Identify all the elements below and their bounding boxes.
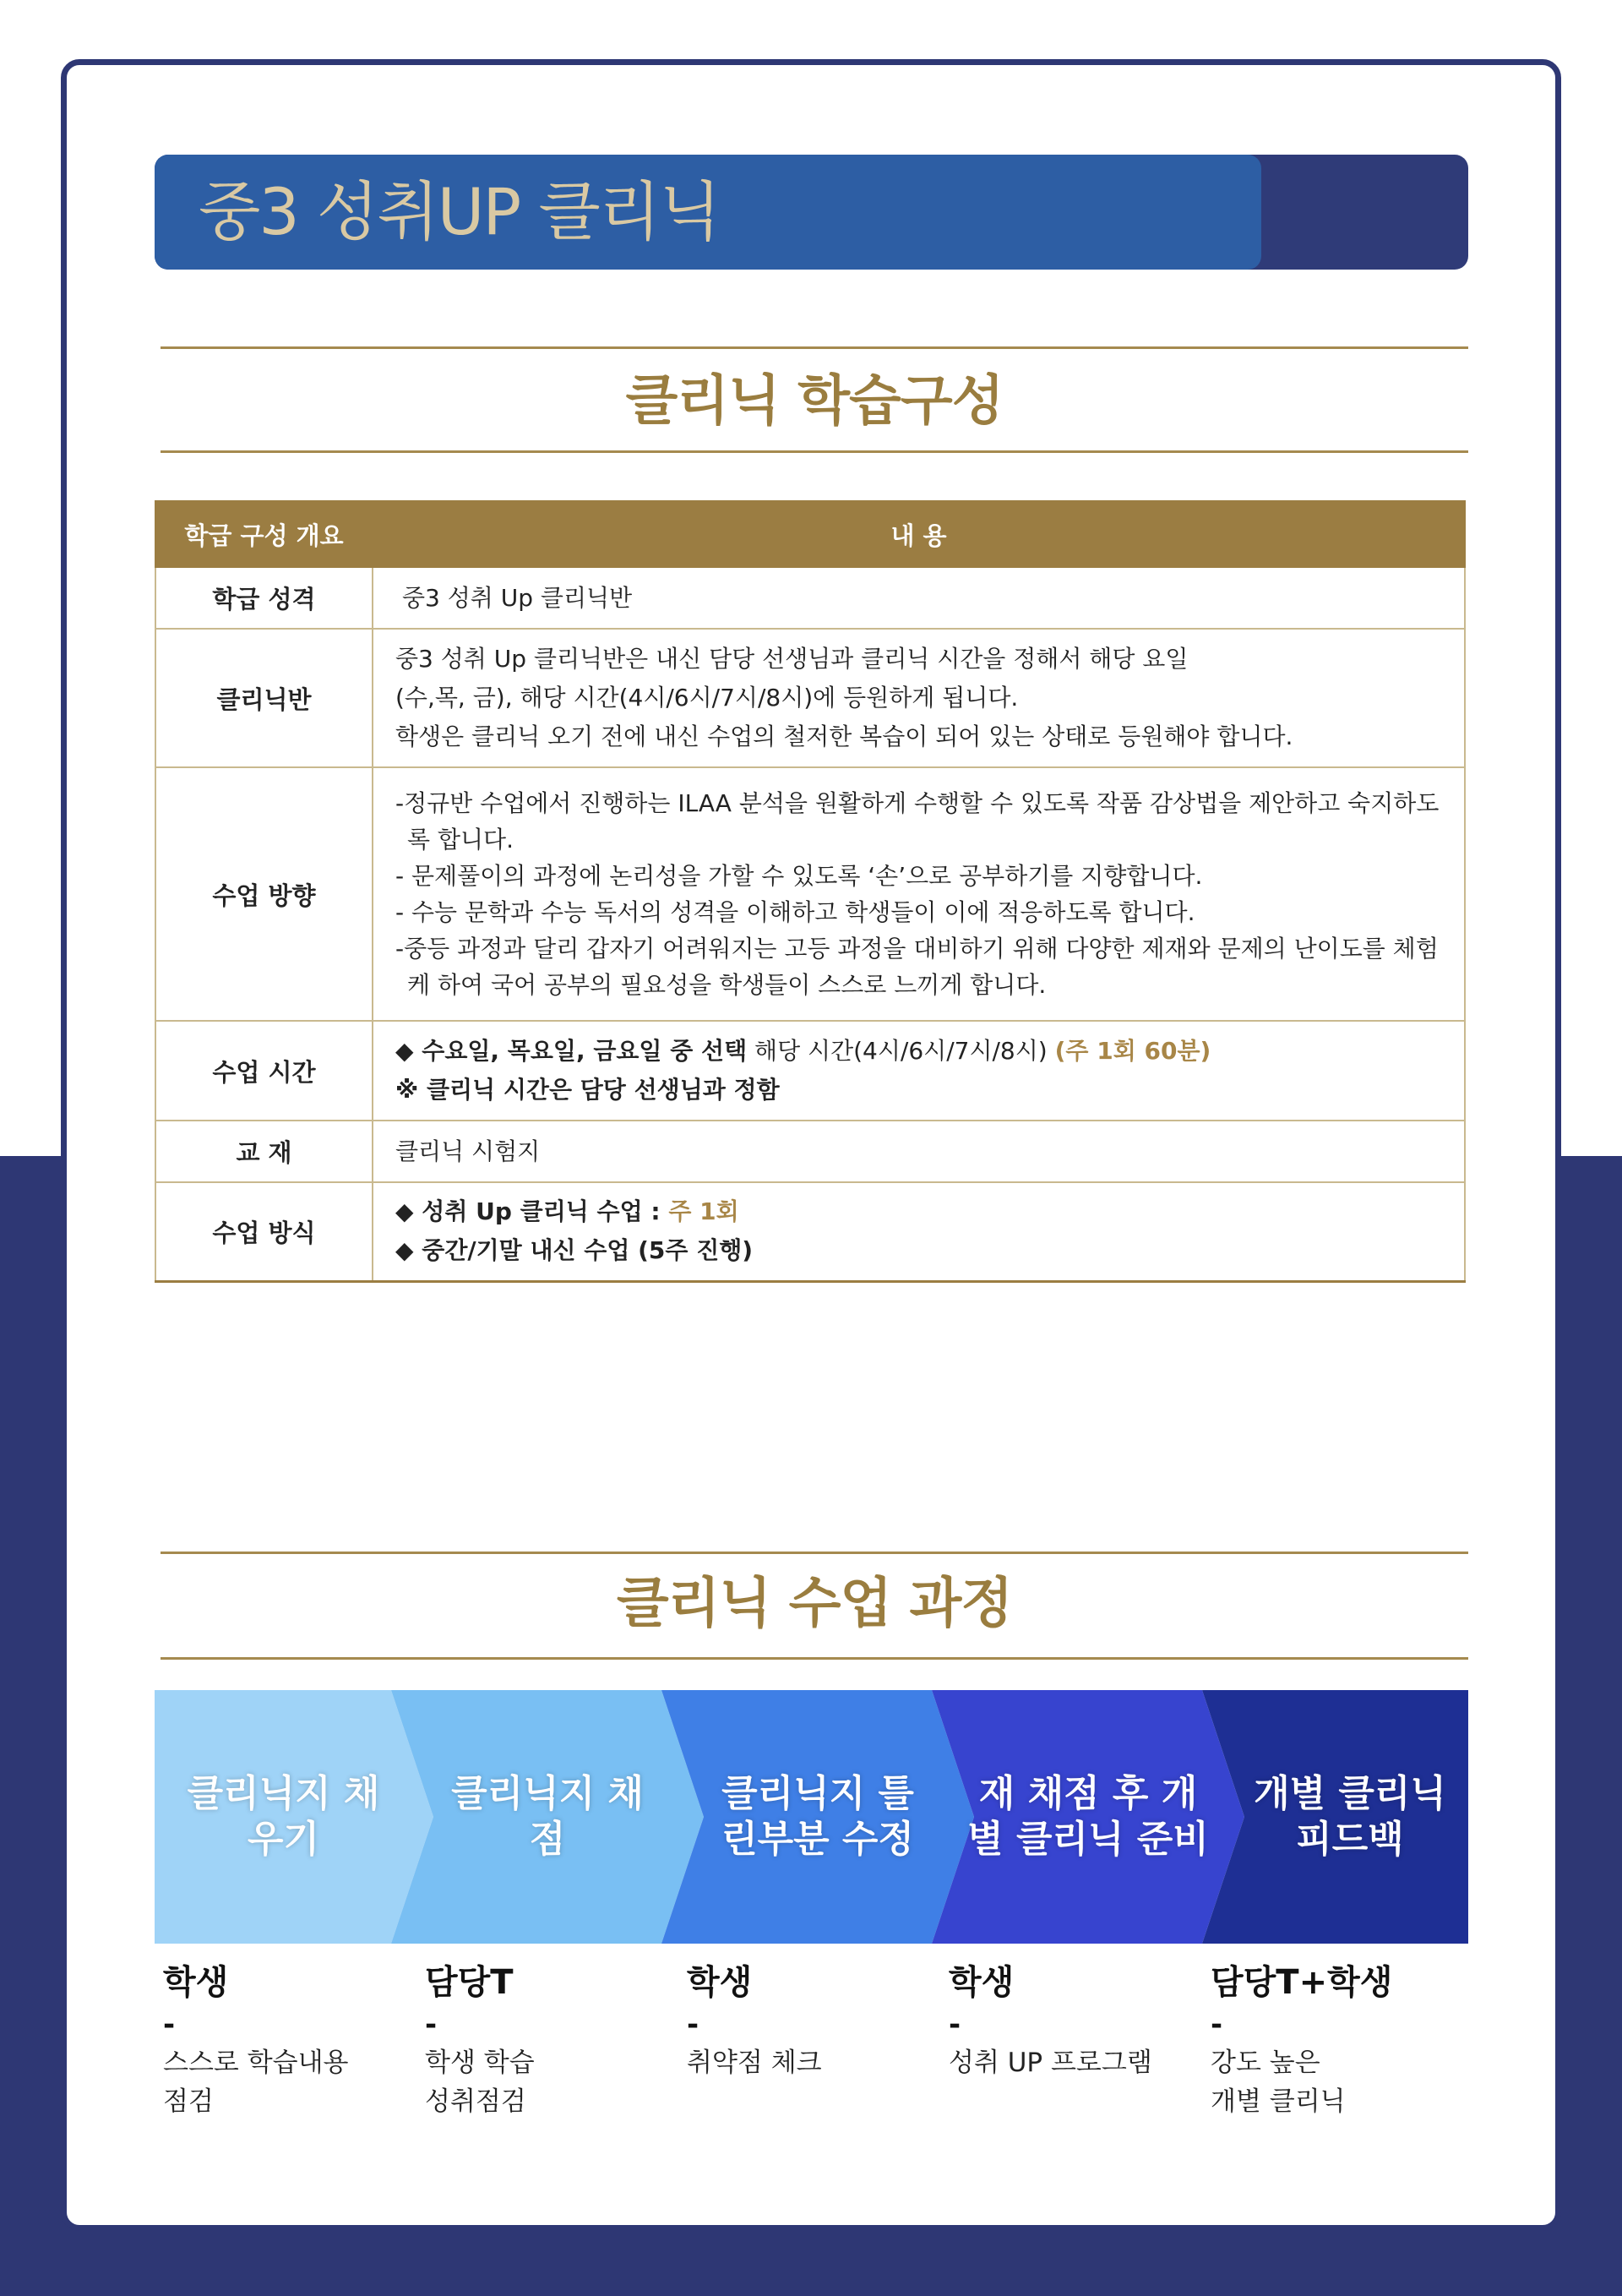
role-name: 담당T	[425, 1963, 514, 2002]
row-label: 교 재	[155, 1121, 373, 1182]
step-label: 재 채점 후 개별 클리닉 준비	[967, 1772, 1209, 1861]
role-name: 학생	[163, 1963, 229, 2002]
step-label: 클리닉지 채우기	[187, 1772, 380, 1861]
section1-title: 클리닉 학습구성	[625, 370, 1004, 433]
role-block	[1211, 1959, 1464, 2121]
role-description: 스스로 학습내용 점검	[163, 2048, 349, 2117]
role-dash: -	[425, 2008, 438, 2042]
role-dash: -	[163, 2008, 176, 2042]
row-content	[373, 767, 1465, 1021]
section2-top-rule	[161, 1552, 1468, 1554]
section1-top-rule	[161, 346, 1468, 349]
step-label: 클리닉지 틀린부분 수정	[721, 1772, 914, 1861]
content-line: ※ 클리닉 시간은 담당 선생님과 정함	[395, 1076, 780, 1104]
info-table	[155, 500, 1466, 1283]
content-line: - 수능 문학과 수능 독서의 성격을 이해하고 학생들이 이에 적응하도록 합니다.	[395, 898, 1195, 926]
row-label: 클리닉반	[155, 629, 373, 767]
role-description: 학생 학습 성취점검	[425, 2048, 535, 2117]
role-block	[949, 1959, 1202, 2082]
step-label: 개별 클리닉 피드백	[1254, 1772, 1446, 1861]
role-dash: -	[687, 2008, 699, 2042]
content-line	[395, 1192, 1442, 1231]
time-selection: ◆ 수요일, 목요일, 금요일 중 선택	[395, 1037, 748, 1065]
table-row	[155, 1182, 1465, 1281]
table-header-overview: 학급 구성 개요	[155, 501, 373, 567]
role-description: 강도 높은 개별 클리닉	[1211, 2048, 1346, 2117]
role-dash: -	[1211, 2008, 1223, 2042]
role-block	[163, 1959, 416, 2121]
row-label: 수업 시간	[155, 1021, 373, 1121]
section1-bottom-rule	[161, 450, 1468, 453]
row-label: 수업 방식	[155, 1182, 373, 1281]
page-title: 중3 성취UP 클리닉	[199, 174, 720, 249]
content-line: - 문제풀이의 과정에 논리성을 가할 수 있도록 ‘손’으로 공부하기를 지향합니다.	[395, 862, 1203, 890]
process-steps	[155, 1690, 1468, 1944]
content-line: ◆ 중간/기말 내신 수업 (5주 진행)	[395, 1236, 754, 1265]
table-row	[155, 1021, 1465, 1121]
content-line: -정규반 수업에서 진행하는 ILAA 분석을 원활하게 수행할 수 있도록 작품 감상법을 제안하고 숙지하도록 합니다.	[395, 789, 1440, 854]
table-header-row	[155, 501, 1465, 567]
table-row	[155, 767, 1465, 1021]
role-description: 성취 UP 프로그램	[949, 2048, 1152, 2078]
content-line: -중등 과정과 달리 갑자기 어려워지는 고등 과정을 대비하기 위해 다양한 제재와 문제의 난이도를 체험케 하여 국어 공부의 필요성을 학생들이 스스로 느끼게 합니다.	[395, 935, 1439, 999]
row-content	[373, 629, 1465, 767]
content-line: 중3 성취 Up 클리닉반은 내신 담당 선생님과 클리닉 시간을 정해서 해당 요일	[395, 645, 1189, 673]
role-name: 학생	[687, 1963, 753, 2002]
role-dash: -	[949, 2008, 961, 2042]
role-block	[425, 1959, 678, 2121]
content-line	[395, 1032, 1442, 1071]
row-content: 클리닉 시험지	[373, 1121, 1465, 1182]
table-row	[155, 567, 1465, 629]
method-frequency: 주 1회	[668, 1197, 739, 1226]
row-label: 학급 성격	[155, 567, 373, 629]
table-header-content: 내 용	[373, 501, 1465, 567]
role-name: 담당T+학생	[1211, 1963, 1393, 2002]
row-content: 중3 성취 Up 클리닉반	[373, 567, 1465, 629]
row-content	[373, 1021, 1465, 1121]
section2-title: 클리닉 수업 과정	[616, 1573, 1013, 1635]
content-line: (수,목, 금), 해당 시간(4시/6시/7시/8시)에 등원하게 됩니다.	[395, 684, 1019, 712]
role-description: 취약점 체크	[687, 2048, 822, 2078]
role-block	[687, 1959, 940, 2082]
table-row	[155, 1121, 1465, 1182]
role-name: 학생	[949, 1963, 1015, 2002]
time-frequency: (주 1회 60분)	[1054, 1037, 1211, 1065]
table-row	[155, 629, 1465, 767]
step-label: 클리닉지 채점	[451, 1772, 644, 1861]
section2-bottom-rule	[161, 1657, 1468, 1660]
time-hours: 해당 시간(4시/6시/7시/8시)	[747, 1037, 1055, 1065]
row-content	[373, 1182, 1465, 1281]
content-line: 학생은 클리닉 오기 전에 내신 수업의 철저한 복습이 되어 있는 상태로 등원해야 합니다.	[395, 723, 1293, 750]
method-line: ◆ 성취 Up 클리닉 수업 :	[395, 1197, 669, 1226]
row-label: 수업 방향	[155, 767, 373, 1021]
